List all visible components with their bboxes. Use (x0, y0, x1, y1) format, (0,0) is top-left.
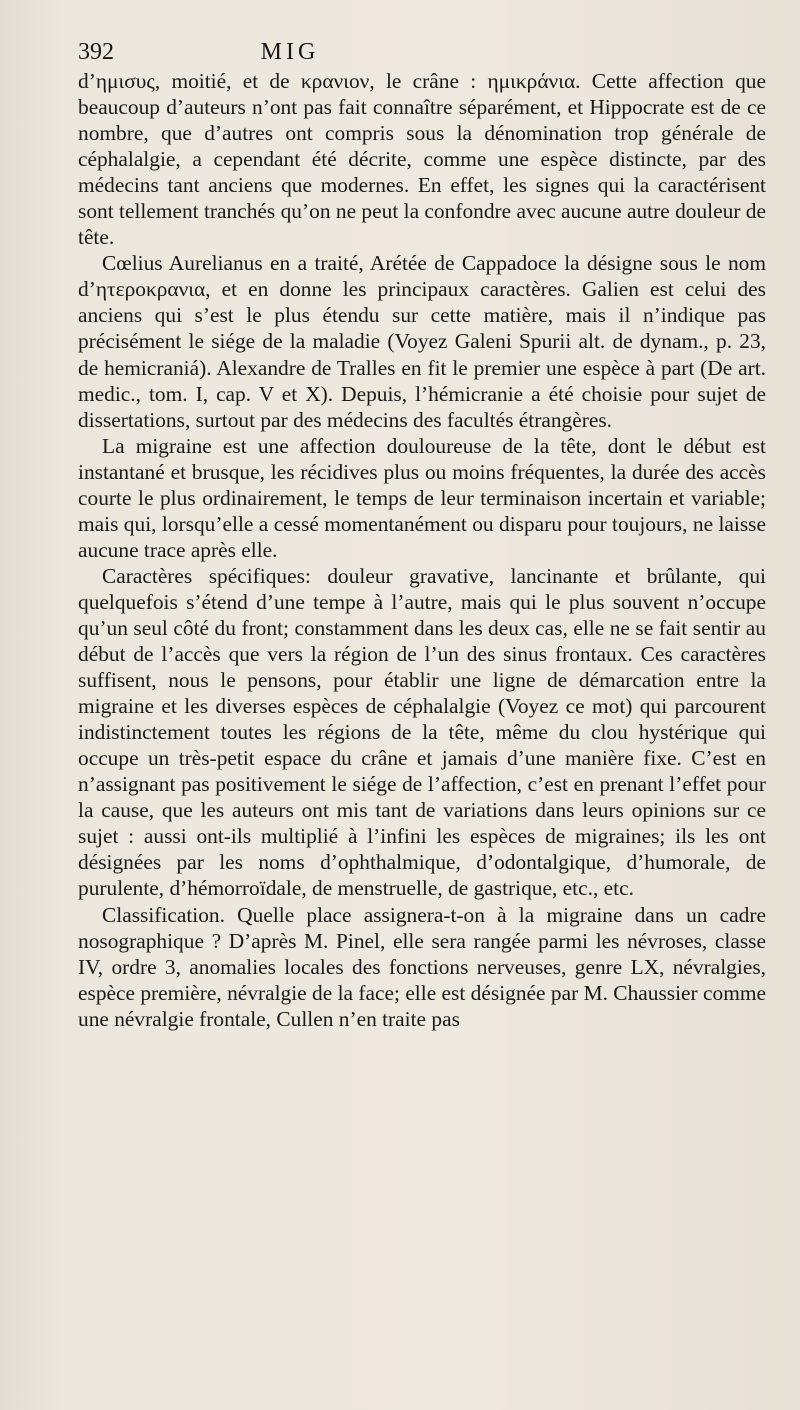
paragraph-3: La migraine est une affection douloureuse de la tête, dont le début est instantané et brusque, les récidives plus ou moins fréquentes, la durée des accès courte le plus ordinairement, le temps de leur terminaison incertain et variable; mais qui, lorsqu’elle a cessé momentanément ou disparu pour toujours, ne laisse aucune trace après elle. (78, 433, 766, 562)
running-title: MIG (260, 39, 320, 65)
paragraph-1: d’ημισυς, moitié, et de κρανιον, le crâne : ημικράνια. Cette affection que beaucoup d’auteurs n’ont pas fait connaître séparément, et Hippocrate est de ce nombre, que d’autres ont compris sous la dénomination trop générale de céphalalgie, a cependant été décrite, comme une espèce distincte, par des médecins tant anciens que modernes. En effet, les signes qui la caractérisent sont tellement tranchés qu’on ne peut la confondre avec aucune autre douleur de tête. (78, 69, 766, 250)
paragraph-4: Caractères spécifiques: douleur gravative, lancinante et brûlante, qui quelquefois s’étend d’une tempe à l’autre, mais qui le plus souvent n’occupe qu’un seul côté du front; constamment dans les deux cas, elle ne se fait sentir au début de l’accès que vers la région de l’un des sinus frontaux. Ces caractères suffisent, nous le pensons, pour établir une ligne de démarcation entre la migraine et les diverses espèces de céphalalgie (Voyez ce mot) qui parcourent indistinctement toutes les régions de la tête, même du clou hystérique qui occupe un très-petit espace du crâne et jamais d’une manière fixe. C’est en n’assignant pas positivement le siége de l’affection, c’est en prenant l’effet pour la cause, que les auteurs ont mis tant de variations dans leurs opinions sur ce sujet : aussi ont-ils multiplié à l’infini les espèces de migraines; ils les ont désignées par les noms d’ophthalmique, d’odontalgique, d’humorale, de purulente, d’hémorroïdale, de menstruelle, de gastrique, etc., etc. (78, 563, 766, 901)
running-head (78, 38, 766, 68)
paragraph-2: Cœlius Aurelianus en a traité, Arétée de Cappadoce la désigne sous le nom d’ητεροκρανια, et en donne les principaux caractères. Galien est celui des anciens qui s’est le plus étendu sur cette matière, mais il n’indique pas précisément le siége de la maladie (Voyez Galeni Spurii alt. de dynam., p. 23, de hemicraniá). Alexandre de Tralles en fit le premier une espèce à part (De art. medic., tom. I, cap. V et X). Depuis, l’hémicranie a été choisie pour sujet de dissertations, surtout par des médecins des facultés étrangères. (78, 251, 766, 432)
paragraph-5: Classification. Quelle place assignera-t-on à la migraine dans un cadre nosographique ? D’après M. Pinel, elle sera rangée parmi les névroses, classe IV, ordre 3, anomalies locales des fonctions nerveuses, genre LX, névralgies, espèce première, névralgie de la face; elle est désignée par M. Chaussier comme une névralgie frontale, Cullen n’en traite pas (78, 902, 766, 1031)
body-text (78, 68, 766, 1032)
page-number: 392 (78, 39, 114, 65)
